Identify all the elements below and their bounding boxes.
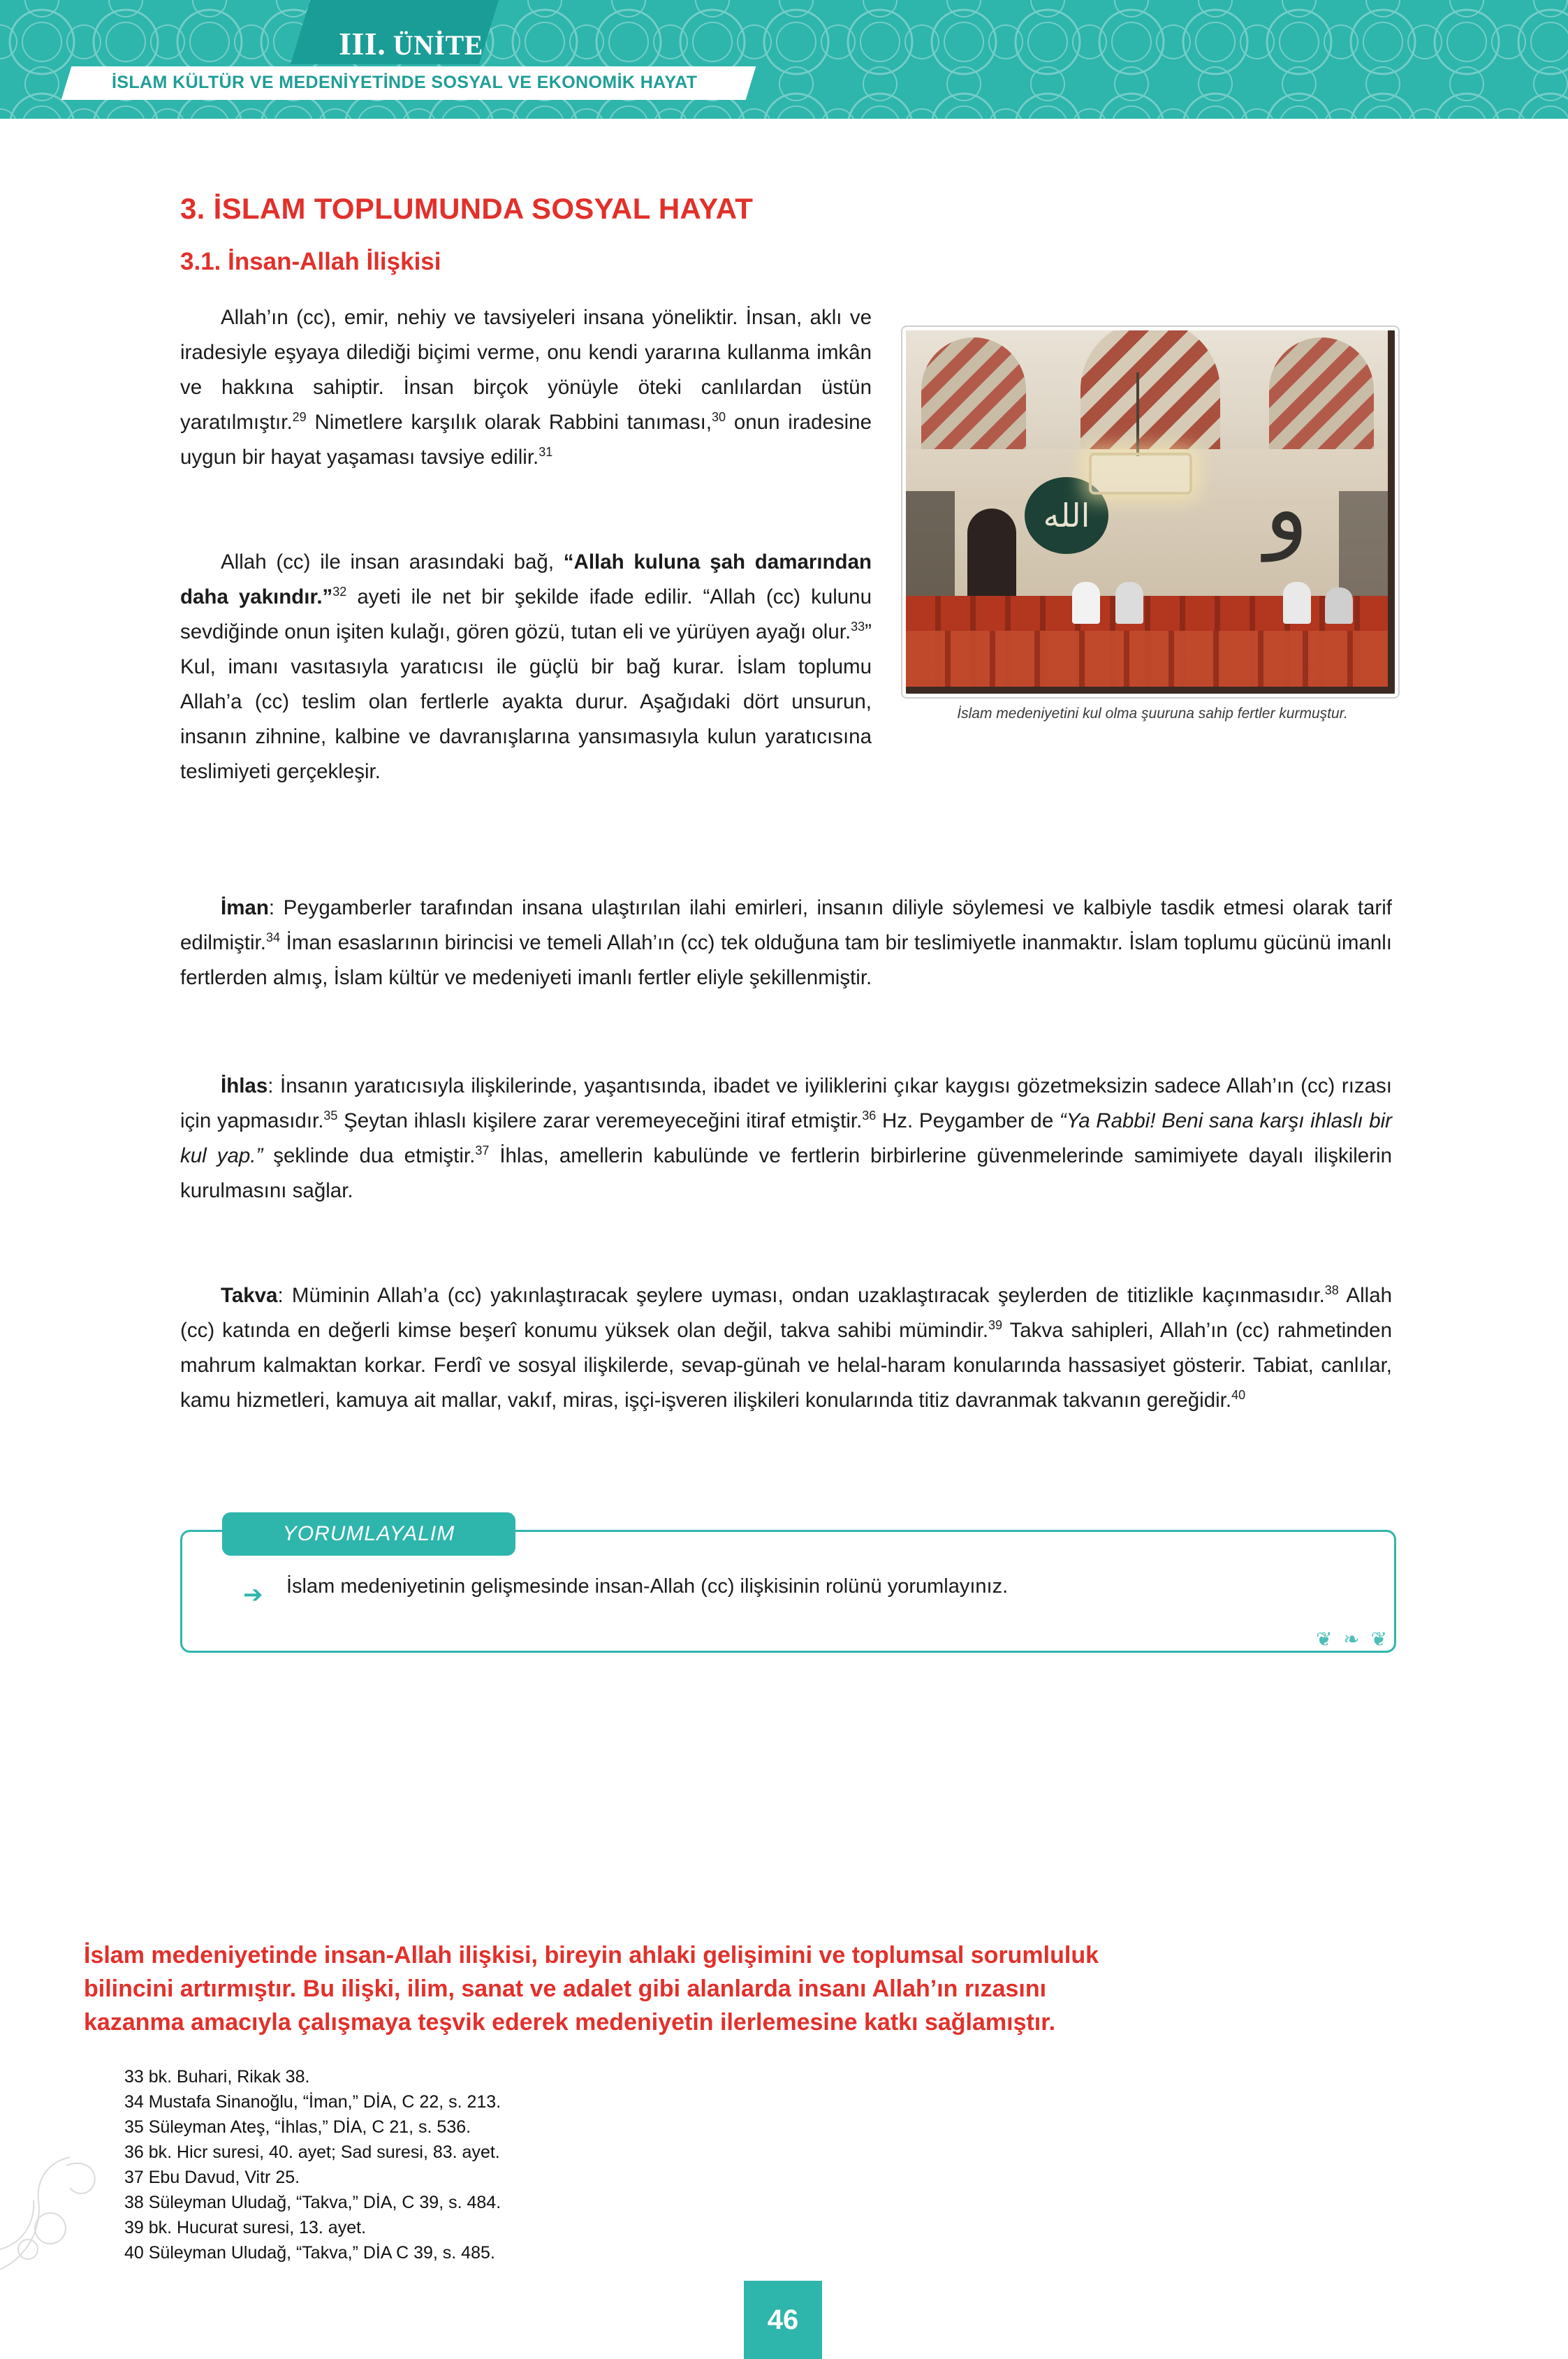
photo-mihrab	[967, 509, 1016, 599]
ihlas-text-a: : İnsanın yaratıcısıyla ilişkilerinde, yaşantısında, ibadet ve iyiliklerini çıkar kaygısı gözetmeksizin sadece Allah’ın (cc) rızası için yapmasıdır.	[180, 1074, 1392, 1132]
photo-calligraphy-main: و	[1264, 455, 1309, 562]
photo-carpet-rows	[906, 631, 1388, 687]
ihlas-label: İhlas	[221, 1074, 268, 1097]
corner-ornament	[0, 2145, 161, 2270]
answer-line-3: kazanma amacıyla çalışmaya teşvik ederek medeniyetin ilerlemesine katkı sağlamıştır.	[84, 2009, 1056, 2036]
footnote-ref-38: 38	[1324, 1283, 1339, 1298]
yorumlayalim-question: İslam medeniyetinin gelişmesinde insan-Allah (cc) ilişkisinin rolünü yorumlayınız.	[286, 1575, 1009, 1598]
paragraph-2-narrow	[180, 545, 872, 789]
answer-line-1: İslam medeniyetinde insan-Allah ilişkisi, bireyin ahlaki gelişimini ve toplumsal sorumluluk	[84, 1942, 1099, 1969]
footnote-ref-40: 40	[1231, 1388, 1246, 1403]
yorumlayalim-ornament: ❦ ❧ ❦	[1316, 1628, 1390, 1650]
takva-text-c: Takva sahipleri, Allah’ın (cc) rahmetinden mahrum kalmaktan korkar. Ferdî ve sosyal ilişkilerde, sevap-günah ve helal-haram konularında hassasiyet gösterir. Tabiat, canlılar, kamu hizmetleri, kamuya ait mallar, vakıf, miras, işçi-işveren ilişkileri konularında titiz davranmak takvanın gereğidir.	[180, 1319, 1392, 1412]
takva-label: Takva	[221, 1284, 278, 1307]
paragraph-1-text-c: onun iradesine uygun bir hayat yaşaması tavsiye edilir.	[180, 411, 872, 469]
yorumlayalim-tab-label: YORUMLAYALIM	[282, 1522, 455, 1545]
photo-worshipper	[1115, 582, 1143, 624]
paragraph-takva	[180, 1278, 1392, 1418]
footnote-ref-31: 31	[538, 445, 553, 460]
paragraph-1-text-a: Allah’ın (cc), emir, nehiy ve tavsiyeleri insana yöneliktir. İnsan, aklı ve iradesiyle eşyaya dilediği biçimi verme, onu kendi yararına kullanma imkân ve hakkına sahiptir. İnsan birçok yönüyle öteki canlılardan üstün yaratılmıştır.	[180, 306, 872, 434]
footnote-item: 33 bk. Buhari, Rikak 38.	[124, 2067, 310, 2087]
paragraph-2-text-a: Allah (cc) ile insan arasındaki bağ,	[221, 550, 564, 574]
iman-text-a: : Peygamberler tarafından insana ulaştırılan ilahi emirleri, insanın diliyle söylemesi ve kalbiyle tasdik etmesi olarak tarif edilmiştir.	[180, 896, 1392, 954]
iman-label: İman	[221, 896, 269, 919]
footnote-item: 38 Süleyman Uludağ, “Takva,” DİA, C 39, s. 484.	[124, 2193, 501, 2212]
paragraph-2-hadith-bold: “Allah kuluna şah damarından daha yakındır.”	[180, 550, 872, 608]
photo-chandelier	[1089, 453, 1192, 495]
ihlas-text-c: Hz. Peygamber de	[876, 1109, 1060, 1132]
footnote-item: 37 Ebu Davud, Vitr 25.	[124, 2168, 300, 2187]
yorumlayalim-tab	[222, 1512, 515, 1556]
unit-roman-number: III.	[339, 26, 386, 61]
takva-text-a: : Müminin Allah’a (cc) yakınlaştıracak şeylere uyması, ondan uzaklaştıracak şeylerden de titizlikle kaçınmasıdır.	[277, 1284, 1325, 1307]
footnote-ref-35: 35	[323, 1109, 338, 1123]
footnote-item: 35 Süleyman Ateş, “İhlas,” DİA, C 21, s. 536.	[124, 2117, 471, 2137]
answer-line-2: bilincini artırmıştır. Bu ilişki, ilim, sanat ve adalet gibi alanlarda insanı Allah’ın rızasını	[84, 1975, 1047, 2002]
footnote-ref-34: 34	[265, 930, 280, 945]
ihlas-dua-italic: “Ya Rabbi! Beni sana karşı ihlaslı bir kul yap.”	[180, 1109, 1392, 1167]
paragraph-1	[180, 300, 872, 475]
paragraph-iman	[180, 891, 1392, 995]
footnote-ref-32: 32	[332, 585, 347, 599]
footnote-ref-36: 36	[862, 1109, 877, 1123]
arrow-right-icon: ➔	[243, 1582, 263, 1608]
footnote-ref-30: 30	[712, 410, 726, 425]
ihlas-text-e: İhlas, amellerin kabulünde ve fertlerin birbirlerine güvenmelerinde samimiyete dayalı ilişkilerin kurulmasını sağlar.	[180, 1144, 1393, 1202]
sub-section-title: 3.1. İnsan-Allah İlişkisi	[180, 248, 441, 275]
footnote-ref-37: 37	[475, 1144, 490, 1158]
paragraph-ihlas	[180, 1069, 1392, 1208]
paragraph-1-text-b: Nimetlere karşılık olarak Rabbini tanıması,	[306, 411, 712, 434]
unit-subtitle-label: İSLAM KÜLTÜR VE MEDENİYETİNDE SOSYAL VE EKONOMİK HAYAT	[112, 73, 698, 92]
footnote-list	[124, 2064, 1032, 2265]
footnote-ref-33: 33	[851, 620, 865, 634]
iman-text-b: İman esaslarının birincisi ve temeli Allah’ın (cc) tek olduğuna tam bir teslimiyetle inanmaktır. İslam toplumu gücünü imanlı fertlerden almış, İslam kültür ve medeniyeti imanlı fertler eliyle şekillenmiştir.	[180, 931, 1392, 989]
ihlas-text-d: şeklinde dua etmiştir.	[263, 1144, 476, 1167]
footnote-item: 34 Mustafa Sinanoğlu, “İman,” DİA, C 22, s. 213.	[124, 2092, 501, 2112]
footnote-item: 36 bk. Hicr suresi, 40. ayet; Sad suresi, 83. ayet.	[124, 2142, 500, 2162]
photo-shadow-left	[906, 491, 955, 610]
paragraph-2-text-b: ayeti ile net bir şekilde ifade edilir. “Allah (cc) kulunu sevdiğinde onun işiten kulağı, gören gözü, tutan eli ve yürüyen ayağı olur.	[180, 585, 872, 643]
footnote-item: 39 bk. Hucurat suresi, 13. ayet.	[124, 2218, 367, 2237]
photo-worshipper	[1072, 582, 1100, 624]
page-number: 46	[767, 2305, 799, 2335]
paragraph-2-text-c: ” Kul, imanı vasıtasıyla yaratıcısı ile güçlü bir bağ kurar. İslam toplumu Allah’a (cc) teslim olan fertlerle ayakta durur. Aşağıdaki dört unsurun, insanın zihnine, kalbine ve davranışlarına yansımasıyla kulun yaratıcısına teslimiyeti gerçekleşir.	[180, 620, 872, 783]
unit-word-label: ÜNİTE	[393, 29, 483, 61]
footnote-item: 40 Süleyman Uludağ, “Takva,” DİA C 39, s. 485.	[124, 2243, 495, 2263]
footnote-ref-39: 39	[988, 1318, 1003, 1333]
mosque-interior-photo	[902, 327, 1398, 697]
photo-chandelier-rod	[1136, 372, 1139, 456]
photo-calligraphy-medallion: الله	[1025, 477, 1108, 554]
page-title: 3. İSLAM TOPLUMUNDA SOSYAL HAYAT	[180, 192, 754, 225]
unit-number-label	[339, 25, 483, 62]
footnote-ref-29: 29	[292, 410, 307, 425]
header-ornament-pattern	[0, 0, 1568, 119]
photo-worshipper	[1325, 587, 1353, 624]
page-content	[0, 119, 1568, 2335]
takva-text-b: Allah (cc) katında en değerli kimse beşerî konumu yüksek olan değil, takva sahibi mümindir.	[180, 1284, 1393, 1342]
ihlas-text-b: Şeytan ihlaslı kişilere zarar veremeyeceğini itiraf etmiştir.	[337, 1109, 863, 1132]
answer-overlay-text	[84, 1938, 1516, 2039]
photo-caption: İslam medeniyetini kul olma şuuruna sahip fertler kurmuştur.	[957, 706, 1348, 722]
photo-worshipper	[1283, 582, 1311, 624]
page-header-band	[0, 0, 1568, 119]
